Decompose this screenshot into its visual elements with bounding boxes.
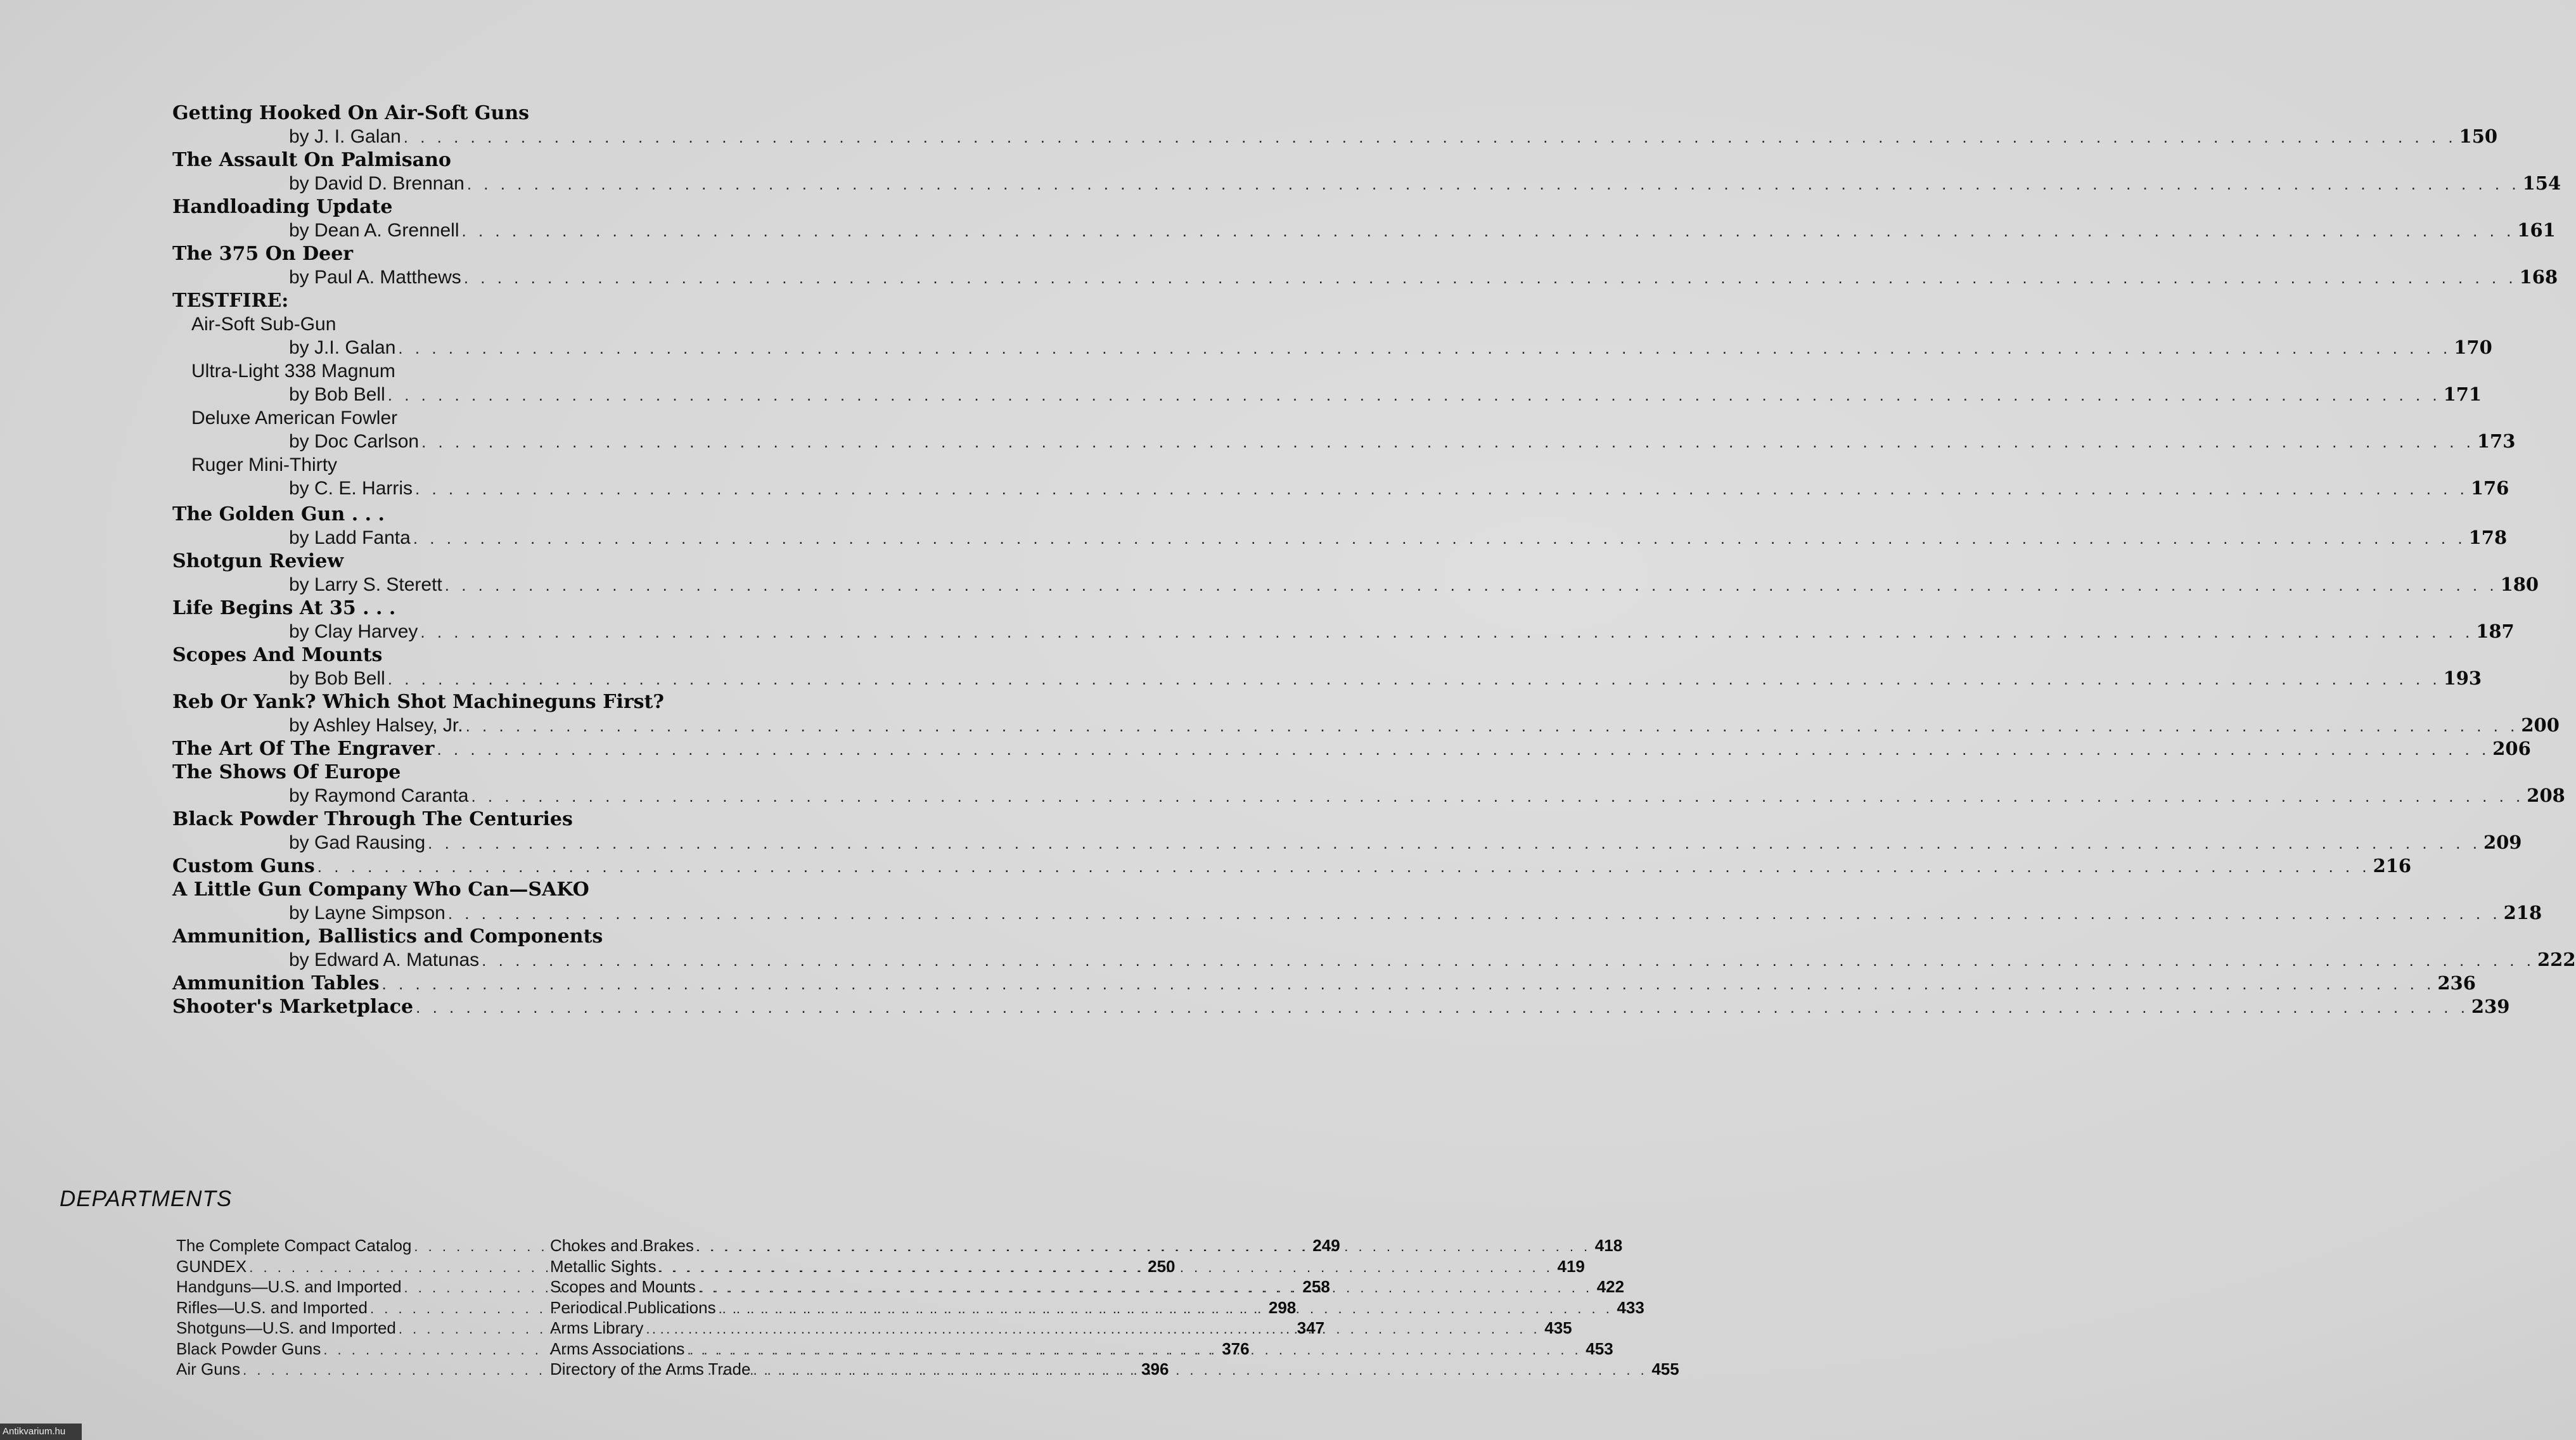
- article-author: by Gad Rausing: [289, 832, 426, 853]
- department-label: Chokes and Brakes: [550, 1236, 694, 1255]
- testfire-entry[interactable]: [172, 359, 2482, 406]
- article-title[interactable]: Getting Hooked On Air-Soft Guns: [172, 102, 530, 124]
- watermark-logo: Antikvarium.hu: [0, 1424, 82, 1440]
- page-number: 154: [2522, 172, 2561, 194]
- testfire-item-title[interactable]: Air-Soft Sub-Gun: [191, 314, 336, 335]
- page-number: 236: [2437, 972, 2476, 994]
- page-number: 239: [2471, 996, 2510, 1017]
- toc-entry[interactable]: [172, 690, 2560, 737]
- article-author: by Dean A. Grennell: [289, 220, 459, 241]
- department-label: The Complete Compact Catalog: [176, 1236, 412, 1255]
- dot-leader: [659, 1257, 1553, 1278]
- dot-leader: [415, 479, 2468, 499]
- department-label: Handguns—U.S. and Imported: [176, 1277, 402, 1296]
- toc-title-row: [172, 878, 901, 901]
- toc-byline-row: [172, 901, 2542, 925]
- toc-title-row: [172, 737, 2531, 761]
- toc-entry[interactable]: [172, 148, 2561, 195]
- toc-byline-row: [172, 831, 2522, 854]
- article-title[interactable]: Custom Guns: [172, 855, 315, 877]
- page-number: 200: [2521, 714, 2560, 736]
- page-number: 161: [2517, 219, 2556, 241]
- dot-leader: [421, 432, 2475, 452]
- article-title[interactable]: Scopes And Mounts: [172, 644, 383, 666]
- dot-leader: [416, 998, 2469, 1017]
- department-label: Metallic Sights: [550, 1256, 657, 1276]
- toc-entry[interactable]: [172, 550, 2539, 596]
- article-title[interactable]: The Assault On Palmisano: [172, 149, 451, 171]
- dot-leader: [404, 127, 2457, 147]
- page-number: 208: [2527, 785, 2565, 806]
- page-number: 206: [2492, 738, 2531, 759]
- article-title[interactable]: The Shows Of Europe: [172, 761, 401, 783]
- dot-leader: [382, 974, 2435, 994]
- toc-entry[interactable]: [172, 101, 2498, 148]
- article-title[interactable]: Ammunition Tables: [172, 972, 380, 994]
- toc-byline-row: [172, 430, 2516, 453]
- page-number: 209: [2483, 832, 2522, 853]
- toc-title-row: [172, 643, 901, 667]
- article-author: by J.I. Galan: [289, 337, 396, 358]
- department-label: Black Powder Guns: [176, 1339, 321, 1358]
- page-number: 171: [2443, 383, 2482, 405]
- toc-entry[interactable]: [172, 972, 2476, 995]
- page-number: 168: [2519, 266, 2558, 288]
- toc-byline-row: [172, 714, 2560, 737]
- toc-entry[interactable]: [172, 854, 2412, 878]
- page-number: 347: [1297, 1318, 1325, 1337]
- toc-entry[interactable]: [172, 878, 2542, 925]
- dot-leader: [482, 951, 2535, 970]
- article-title[interactable]: The 375 On Deer: [172, 243, 354, 265]
- department-label: GUNDEX: [176, 1256, 247, 1276]
- toc-byline-row: [172, 266, 2558, 289]
- toc-entry[interactable]: [172, 761, 2565, 807]
- page-number: 433: [1617, 1297, 1644, 1317]
- page-number: 216: [2373, 855, 2412, 877]
- testfire-item-title[interactable]: Deluxe American Fowler: [191, 408, 398, 428]
- article-author: by C. E. Harris: [289, 478, 413, 499]
- article-author: by J. I. Galan: [289, 126, 401, 147]
- dot-leader: [388, 669, 2441, 689]
- toc-byline-row: [172, 219, 2556, 242]
- department-label: Scopes and Mounts: [550, 1277, 696, 1296]
- article-author: by Larry S. Sterett: [289, 574, 442, 595]
- toc-byline-row: [172, 336, 2492, 359]
- testfire-item-title[interactable]: Ultra-Light 338 Magnum: [191, 361, 395, 382]
- page-number: 418: [1594, 1236, 1623, 1255]
- table-of-contents: [172, 101, 2576, 1019]
- article-title[interactable]: A Little Gun Company Who Can—SAKO: [172, 878, 589, 901]
- page-number: 249: [1312, 1236, 1340, 1255]
- page-number: 150: [2459, 125, 2498, 147]
- toc-byline-row: [172, 383, 2482, 406]
- department-label: Directory of the Arms Trade: [550, 1360, 751, 1379]
- dot-leader: [388, 385, 2441, 405]
- toc-byline-row: [172, 526, 2508, 550]
- toc-title-row: [172, 550, 901, 573]
- toc-byline-row: [172, 172, 2561, 195]
- toc-byline-row: [172, 125, 2498, 148]
- article-title[interactable]: The Golden Gun . . .: [172, 503, 385, 525]
- toc-entry[interactable]: [172, 995, 2510, 1019]
- article-title[interactable]: Reb Or Yank? Which Shot Machineguns First?: [172, 691, 664, 713]
- toc-byline-row: [172, 667, 2482, 690]
- page-number: 298: [1268, 1297, 1297, 1317]
- article-title[interactable]: The Art Of The Engraver: [172, 738, 435, 760]
- dot-leader: [437, 740, 2490, 759]
- toc-entry[interactable]: [172, 643, 2482, 690]
- article-author: by Doc Carlson: [289, 431, 420, 452]
- page-number: 250: [1148, 1256, 1176, 1276]
- article-title[interactable]: Shotgun Review: [172, 550, 344, 572]
- article-author: by Clay Harvey: [289, 621, 418, 642]
- page-number: 422: [1596, 1277, 1625, 1296]
- toc-byline-row: [172, 620, 2515, 643]
- dot-leader: [466, 716, 2519, 736]
- article-author: by Raymond Caranta: [289, 785, 469, 806]
- article-author: by Paul A. Matthews: [289, 267, 461, 288]
- toc-entry[interactable]: [172, 737, 2531, 761]
- dot-leader: [698, 1278, 1592, 1298]
- toc-entry[interactable]: [172, 596, 2515, 643]
- dot-leader: [467, 174, 2520, 194]
- department-label: Air Guns: [176, 1360, 241, 1379]
- testfire-heading: TESTFIRE:: [172, 290, 289, 312]
- dot-leader: [646, 1319, 1540, 1339]
- page-number: 455: [1651, 1360, 1679, 1379]
- testfire-entry[interactable]: [172, 312, 2492, 359]
- dot-leader: [413, 529, 2466, 548]
- toc-title-row: [172, 925, 901, 948]
- dot-leader: [428, 833, 2481, 853]
- department-label: Arms Library: [550, 1318, 644, 1337]
- dot-leader: [719, 1299, 1613, 1319]
- article-author: by Layne Simpson: [289, 903, 445, 923]
- dot-leader: [420, 622, 2473, 642]
- page-number: 193: [2443, 667, 2482, 689]
- page-number: 187: [2476, 620, 2515, 642]
- article-author: by Ashley Halsey, Jr.: [289, 715, 463, 736]
- dot-leader: [398, 338, 2451, 358]
- page-number: 419: [1557, 1256, 1585, 1276]
- toc-title-row: [172, 101, 901, 125]
- article-author: by David D. Brennan: [289, 173, 465, 194]
- dot-leader: [471, 787, 2524, 806]
- page-number: 258: [1302, 1277, 1330, 1296]
- page-number: 222: [2537, 949, 2576, 970]
- page-number: 180: [2500, 574, 2539, 595]
- article-title[interactable]: Shooter's Marketplace: [172, 996, 414, 1018]
- toc-title-row: [172, 195, 901, 219]
- department-label: Periodical Publications: [550, 1297, 716, 1317]
- testfire-entry[interactable]: [172, 406, 2516, 453]
- page-number: 178: [2468, 527, 2508, 548]
- article-title[interactable]: Life Begins At 35 . . .: [172, 597, 396, 619]
- toc-title-row: [172, 242, 901, 266]
- toc-title-row: [172, 995, 2510, 1019]
- page-number: 218: [2503, 902, 2542, 923]
- article-title[interactable]: Black Powder Through The Centuries: [172, 808, 573, 830]
- toc-title-row: [172, 690, 901, 714]
- dot-leader: [464, 268, 2517, 288]
- dot-leader: [753, 1360, 1647, 1380]
- article-author: by Bob Bell: [289, 668, 385, 689]
- page-number: 435: [1544, 1318, 1572, 1337]
- toc-entry[interactable]: [172, 925, 2576, 972]
- toc-entry[interactable]: [172, 807, 2522, 854]
- toc-title-row: [172, 148, 901, 172]
- article-author: by Bob Bell: [289, 384, 385, 405]
- article-author: by Edward A. Matunas: [289, 949, 480, 970]
- department-label: Arms Associations: [550, 1339, 685, 1358]
- testfire-entry[interactable]: [172, 453, 2509, 500]
- toc-byline-row: [172, 948, 2576, 972]
- toc-byline-row: [172, 573, 2539, 596]
- page-number: 173: [2477, 430, 2516, 452]
- page-number: 376: [1222, 1339, 1250, 1358]
- dot-leader: [317, 857, 2371, 877]
- page-number: 453: [1586, 1339, 1613, 1358]
- article-author: by Ladd Fanta: [289, 527, 411, 548]
- page-number: 396: [1141, 1360, 1169, 1379]
- article-title[interactable]: Ammunition, Ballistics and Components: [172, 925, 603, 948]
- toc-title-row: [172, 807, 901, 831]
- article-title[interactable]: Handloading Update: [172, 196, 393, 218]
- dot-leader: [462, 221, 2515, 241]
- departments-heading: DEPARTMENTS: [60, 1186, 233, 1211]
- dot-leader: [448, 904, 2501, 923]
- toc-entry[interactable]: [172, 195, 2556, 242]
- page-number: 176: [2470, 477, 2509, 499]
- department-label: Rifles—U.S. and Imported: [176, 1297, 368, 1317]
- toc-title-row: [172, 503, 901, 526]
- dot-leader: [696, 1237, 1591, 1257]
- toc-byline-row: [172, 784, 2565, 807]
- testfire-item-title[interactable]: Ruger Mini-Thirty: [191, 454, 338, 475]
- toc-title-row: [172, 972, 2476, 995]
- toc-byline-row: [172, 477, 2509, 500]
- toc-title-row: [172, 761, 901, 784]
- toc-entry[interactable]: [172, 242, 2558, 289]
- page-number: 170: [2454, 337, 2492, 358]
- department-label: Shotguns—U.S. and Imported: [176, 1318, 396, 1337]
- toc-title-row: [172, 596, 901, 620]
- dot-leader: [687, 1340, 1581, 1360]
- toc-entry[interactable]: [172, 503, 2508, 550]
- toc-title-row: [172, 854, 2412, 878]
- dot-leader: [445, 575, 2498, 595]
